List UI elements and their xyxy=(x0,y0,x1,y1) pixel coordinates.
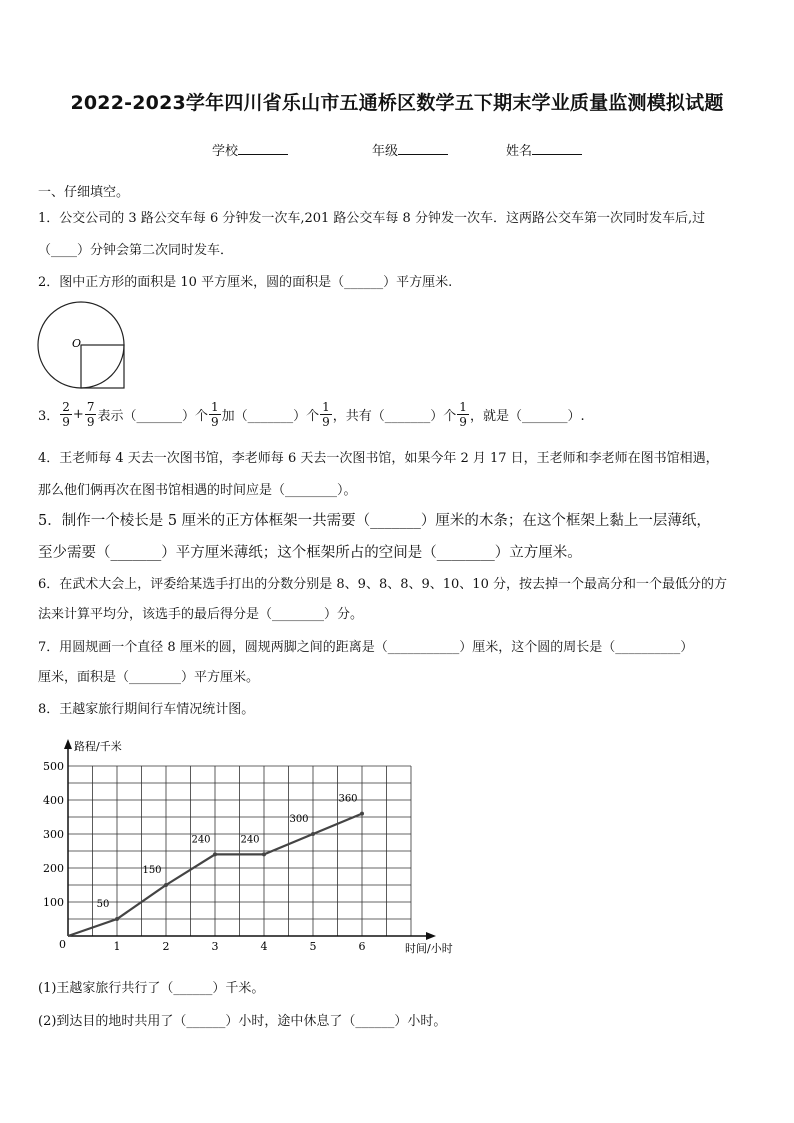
fraction-7-9 xyxy=(85,400,97,429)
y-tick-label: 200 xyxy=(43,862,64,875)
question-7-line-1: 7．用圆规画一个直径 8 厘米的圆，圆规两脚之间的距离是（___________）厘米，这个圆的周长是（__________） xyxy=(38,640,694,655)
question-2: 2．图中正方形的面积是 10 平方厘米，圆的面积是（______）平方厘米. xyxy=(38,275,453,290)
plus-sign: + xyxy=(72,407,84,422)
data-label: 240 xyxy=(191,834,211,846)
y-tick-label: 100 xyxy=(43,896,64,909)
x-axis-title: 时间/小时 xyxy=(405,942,453,955)
question-4-line-2: 那么他们俩再次在图书馆相遇的时间应是（________）。 xyxy=(38,483,357,498)
data-point xyxy=(164,883,168,887)
x-tick-label: 6 xyxy=(358,940,366,953)
data-point xyxy=(213,852,217,856)
school-field[interactable] xyxy=(212,140,288,159)
fraction-denominator: 9 xyxy=(459,415,467,429)
data-point xyxy=(262,852,266,856)
q3-text-4: ，就是（_______）. xyxy=(469,409,585,424)
school-blank[interactable] xyxy=(238,142,288,155)
fraction-numerator: 2 xyxy=(62,400,70,414)
x-axis-arrow xyxy=(426,932,436,940)
question-5-line-2: 至少需要（_______）平方厘米薄纸；这个框架所占的空间是（________）立方厘米。 xyxy=(38,545,582,561)
x-tick-label: 5 xyxy=(309,940,317,953)
fraction-numerator: 1 xyxy=(210,400,219,414)
question-6-line-2: 法来计算平均分，该选手的最后得分是（________）分。 xyxy=(38,607,364,622)
data-point xyxy=(311,832,315,836)
data-point xyxy=(360,812,364,816)
grade-label: 年级 xyxy=(372,144,399,159)
x-tick-label: 3 xyxy=(211,940,219,953)
fraction-2-9 xyxy=(60,400,72,429)
q3-number: 3． xyxy=(38,409,60,424)
section-heading: 一、仔细填空。 xyxy=(38,185,130,200)
q3-text-3: ，共有（_______）个 xyxy=(332,409,457,424)
question-3 xyxy=(38,400,585,429)
page-title: 2022-2023学年四川省乐山市五通桥区数学五下期末学业质量监测模拟试题 xyxy=(70,92,724,114)
circle-center-label: O xyxy=(72,337,82,350)
y-tick-label: 300 xyxy=(43,828,64,841)
y-axis-title: 路程/千米 xyxy=(74,740,122,753)
question-6-line-1: 6．在武术大会上，评委给某选手打出的分数分别是 8、9、8、8、9、10、10 分，按去掉一个最高分和一个最低分的方 xyxy=(38,577,727,592)
fraction-denominator: 9 xyxy=(86,415,95,429)
x-tick-label: 2 xyxy=(162,940,170,953)
grade-field[interactable] xyxy=(372,140,448,159)
question-1-line-2: （____）分钟会第二次同时发车． xyxy=(38,243,234,258)
circle-square-figure xyxy=(36,300,130,394)
question-4-line-1: 4．王老师每 4 天去一次图书馆，李老师每 6 天去一次图书馆，如果今年 2 月 17 日，王老师和李老师在图书馆相遇， xyxy=(38,451,719,466)
data-label: 300 xyxy=(289,814,309,825)
question-8-sub-2: (2)到达目的地时共用了（______）小时，途中休息了（______）小时。 xyxy=(38,1014,447,1029)
travel-distance-line-chart xyxy=(30,733,470,958)
fraction-denominator: 9 xyxy=(322,415,330,429)
question-8: 8．王越家旅行期间行车情况统计图。 xyxy=(38,702,255,717)
name-field[interactable] xyxy=(506,140,582,159)
question-7-line-2: 厘米，面积是（________）平方厘米。 xyxy=(38,670,260,685)
grade-blank[interactable] xyxy=(398,142,448,155)
q3-text-2: 加（_______）个 xyxy=(221,409,320,424)
fraction-denominator: 9 xyxy=(62,415,70,429)
fraction-1-9 xyxy=(209,400,221,429)
y-tick-label: 400 xyxy=(43,794,64,807)
question-5-line-1: 5．制作一个棱长是 5 厘米的正方体框架一共需要（_______）厘米的木条；在这个框架上黏上一层薄纸， xyxy=(38,513,711,529)
name-blank[interactable] xyxy=(532,142,582,155)
y-axis-arrow xyxy=(64,739,72,749)
data-label: 50 xyxy=(96,899,110,910)
fraction-numerator: 7 xyxy=(86,400,95,414)
x-tick-label: 4 xyxy=(260,940,268,953)
q3-text-1: 表示（_______）个 xyxy=(97,409,208,424)
name-label: 姓名 xyxy=(506,144,533,159)
fraction-numerator: 1 xyxy=(459,400,467,414)
y-tick-label: 500 xyxy=(43,760,64,773)
data-label: 150 xyxy=(142,865,162,876)
data-point xyxy=(115,917,119,921)
fraction-denominator: 9 xyxy=(210,415,219,429)
fraction-numerator: 1 xyxy=(322,400,330,414)
x-tick-label: 1 xyxy=(113,940,121,953)
fraction-1-9 xyxy=(320,400,332,429)
data-label: 360 xyxy=(338,793,358,805)
data-label: 240 xyxy=(240,834,260,846)
origin-label: 0 xyxy=(59,938,66,951)
question-8-sub-1: (1)王越家旅行共行了（______）千米。 xyxy=(38,981,265,996)
fraction-1-9 xyxy=(457,400,469,429)
question-1-line-1: 1．公交公司的 3 路公交车每 6 分钟发一次车,201 路公交车每 8 分钟发一次车．这两路公交车第一次同时发车后,过 xyxy=(38,211,706,226)
school-label: 学校 xyxy=(212,144,239,159)
